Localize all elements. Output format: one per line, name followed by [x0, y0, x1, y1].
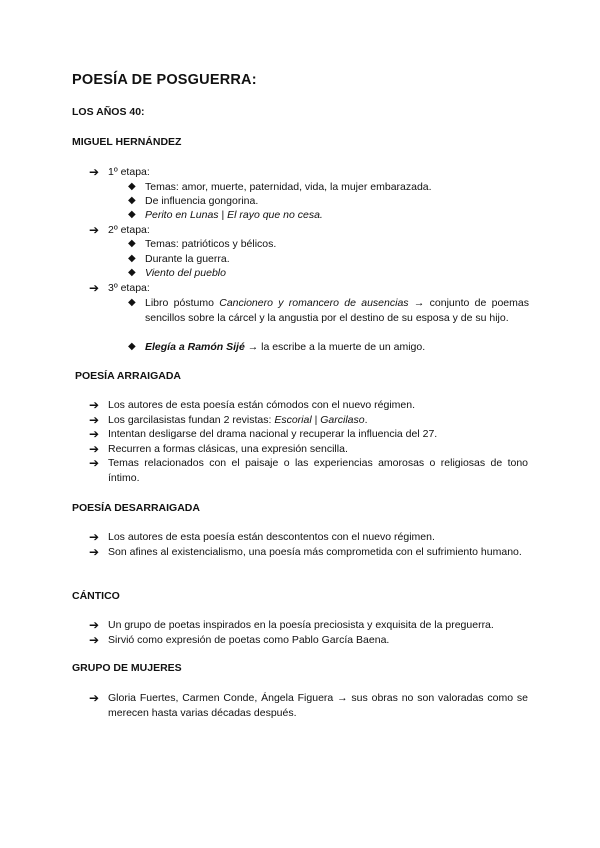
diamond-bullet-icon: ◆ — [128, 195, 136, 206]
list-item: Gloria Fuertes, Carmen Conde, Ángela Figuera → sus obras no son valoradas como se merecen hasta varias décadas después. — [108, 692, 528, 719]
magazine-title: Escorial — [274, 414, 312, 426]
arrow-icon: ➔ — [89, 456, 100, 470]
list-item: Intentan desligarse del drama nacional y recuperar la influencia del 27. — [108, 428, 438, 440]
heading-poesia-arraigada: POESÍA ARRAIGADA — [75, 370, 181, 382]
arrow-icon: ➔ — [89, 165, 100, 179]
list-item: Recurren a formas clásicas, una expresión sencilla. — [108, 443, 348, 455]
heading-grupo-de-mujeres: GRUPO DE MUJERES — [72, 662, 182, 674]
text: → la escribe a la muerte de un amigo. — [244, 341, 426, 353]
heading-cantico: CÁNTICO — [72, 590, 120, 602]
stage-2-label: 2º etapa: — [108, 224, 150, 236]
text: → conjunto de poemas sencillos sobre la cárcel y la angustia por el destino de su esposa y de su hijo. — [145, 297, 529, 324]
diamond-bullet-icon: ◆ — [128, 209, 136, 220]
diamond-bullet-icon: ◆ — [128, 253, 136, 264]
diamond-bullet-icon: ◆ — [128, 238, 136, 249]
work-title: Cancionero y romancero de ausencias — [219, 297, 409, 309]
stage-1-works — [145, 208, 323, 222]
arrow-icon: ➔ — [89, 281, 100, 295]
arrow-icon: ➔ — [89, 223, 100, 237]
list-item: Sirvió como expresión de poetas como Pablo García Baena. — [108, 634, 390, 646]
list-item: Los autores de esta poesía están descontentos con el nuevo régimen. — [108, 531, 435, 543]
diamond-bullet-icon: ◆ — [128, 297, 136, 308]
arrow-icon: ➔ — [89, 545, 100, 559]
stage-2-item: Temas: patrióticos y bélicos. — [145, 238, 277, 250]
list-item: Son afines al existencialismo, una poesía más comprometida con el sufrimiento humano. — [108, 546, 522, 558]
stage-3-label: 3º etapa: — [108, 282, 150, 294]
list-item: Un grupo de poetas inspirados en la poesía preciosista y exquisita de la preguerra. — [108, 619, 494, 631]
list-item: Temas relacionados con el paisaje o las experiencias amorosas o religiosas de tono íntimo. — [108, 457, 528, 484]
arrow-icon: ➔ — [89, 427, 100, 441]
text: Libro póstumo — [145, 297, 220, 309]
text: Los garcilasistas fundan 2 revistas: — [108, 414, 275, 426]
work-title: El rayo que no cesa. — [227, 209, 323, 221]
stage-1-item: Temas: amor, muerte, paternidad, vida, la mujer embarazada. — [145, 181, 432, 193]
arrow-icon: ➔ — [89, 413, 100, 427]
heading-miguel-hernandez: MIGUEL HERNÁNDEZ — [72, 136, 182, 148]
page-title: POESÍA DE POSGUERRA: — [72, 72, 257, 88]
work-title: Perito en Lunas — [145, 209, 219, 221]
list-item: Los autores de esta poesía están cómodos con el nuevo régimen. — [108, 399, 416, 411]
arrow-icon: ➔ — [89, 442, 100, 456]
diamond-bullet-icon: ◆ — [128, 267, 136, 278]
separator: | — [311, 414, 321, 426]
stage-2-item: Durante la guerra. — [145, 253, 230, 265]
arrow-icon: ➔ — [89, 398, 100, 412]
arrow-icon: ➔ — [89, 618, 100, 632]
diamond-bullet-icon: ◆ — [128, 341, 136, 352]
magazine-title: Garcilaso — [320, 414, 365, 426]
stage-1-label: 1º etapa: — [108, 166, 150, 178]
section-subtitle: LOS AÑOS 40: — [72, 106, 145, 118]
list-item — [108, 413, 368, 427]
stage-3-item — [145, 296, 529, 325]
arrow-icon: ➔ — [89, 691, 100, 705]
text: . — [364, 414, 368, 426]
arrow-icon: ➔ — [89, 633, 100, 647]
stage-1-item: De influencia gongorina. — [145, 195, 259, 207]
arrow-icon: ➔ — [89, 530, 100, 544]
diamond-bullet-icon: ◆ — [128, 181, 136, 192]
stage-2-work: Viento del pueblo — [145, 267, 226, 279]
heading-poesia-desarraigada: POESÍA DESARRAIGADA — [72, 502, 200, 514]
work-title: Elegía a Ramón Sijé — [145, 341, 245, 353]
stage-3-item — [145, 340, 425, 354]
separator: | — [218, 209, 228, 221]
